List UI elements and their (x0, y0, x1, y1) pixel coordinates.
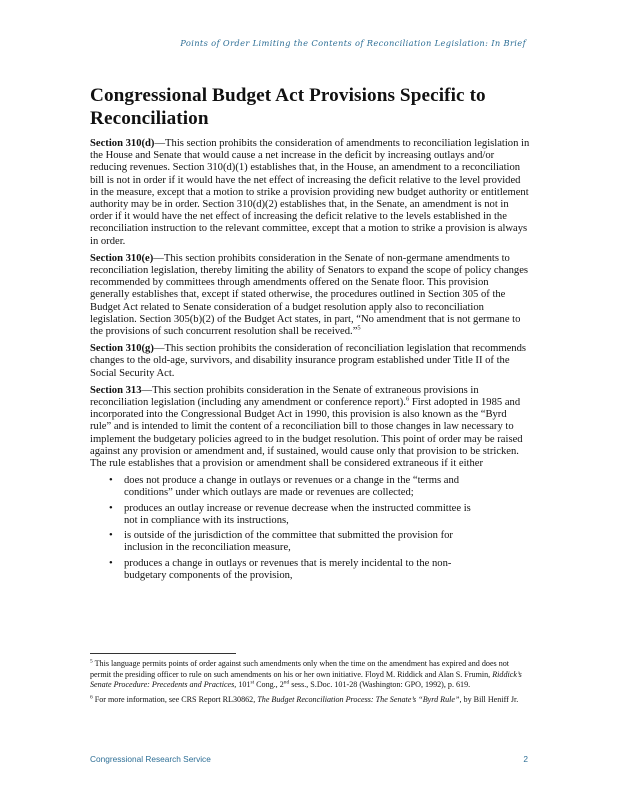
footnote-text: , by Bill Heniff Jr. (459, 694, 519, 704)
cited-title: Riddick’s Senate Procedure: Precedents and Practices (90, 669, 522, 690)
footnote-text: Cong., 2 (254, 680, 284, 690)
list-item (90, 530, 484, 554)
paragraph-text: —This section prohibits consideration in the Senate of non-germane amendments to reconciliation legislation, thereby limiting the ability of Senators to expand the scope of policy changes recommended by committees through amendments offered on the Senate floor. This provision generally establishes that, except if stated otherwise, the procedures outlined in Section 305 of the Budget Act related to Senate consideration of a budget resolution apply also to reconciliation legislation. Section 305(b)(2) of the Budget Act states, in part, “No amendment that is not germane to the provisions of such concurrent resolution shall be received.” (90, 252, 529, 338)
running-header: Points of Order Limiting the Contents of Reconciliation Legislation: In Brief (180, 38, 526, 48)
list-item-text: produces an outlay increase or revenue decrease when the instructed committee is not in compliance with its instructions, (124, 502, 471, 526)
list-item-text: produces a change in outlays or revenues that is merely incidental to the non-budgetary components of the provision, (124, 557, 452, 581)
bullet-icon: • (109, 530, 113, 542)
paragraph-section-310g (90, 343, 530, 380)
list-item (90, 503, 484, 527)
section-label: Section 310(d) (90, 138, 155, 149)
main-content (90, 84, 530, 585)
list-item-text: is outside of the jurisdiction of the committee that submitted the provision for inclusion in the reconciliation measure, (124, 530, 453, 554)
section-heading: Congressional Budget Act Provisions Specific to Reconciliation (90, 85, 486, 129)
footnote-number: 6 (90, 694, 93, 701)
footnote-text: , 101 (234, 680, 251, 690)
bullet-icon: • (109, 502, 113, 514)
footer-organization: Congressional Research Service (90, 754, 211, 764)
list-item (90, 558, 484, 582)
paragraph-text-continued: First adopted in 1985 and incorporated into the Congressional Budget Act in 1990, this provision is also known as the “Byrd rule” and is intended to limit the content of a reconciliation bill to those changes in law necessary to implement the budgetary policies agreed to in the budget resolution. This point of order may be raised against any provision or amendment and, if sustained, would cause only that provision to be stricken. The rule establishes that a provision or amendment shall be considered extraneous if it either (90, 397, 523, 470)
page-number: 2 (523, 754, 528, 764)
list-item-text: does not produce a change in outlays or revenues or a change in the “terms and conditions” under which outlays are made or revenues are collected; (124, 475, 460, 499)
list-item (90, 475, 484, 499)
bullet-icon: • (109, 557, 113, 569)
ordinal-suffix: nd (283, 679, 290, 686)
footnotes (90, 659, 530, 709)
footnote-5 (90, 659, 530, 691)
footnote-text: This language permits points of order against such amendments only when the time on the amendment has expired and does not permit the presiding officer to rule on such amendments on his or her own initiative. Floyd M. Riddick and Alan S. Frumin, (90, 659, 510, 679)
paragraph-section-310e (90, 253, 530, 338)
footnote-text: For more information, see CRS Report RL30862, (92, 694, 258, 704)
paragraph-section-313 (90, 385, 530, 470)
footnote-ref: 6 (405, 395, 410, 403)
paragraph-text: —This section prohibits consideration in the Senate of extraneous provisions in reconciliation legislation (including any amendment or conference report). (90, 384, 479, 409)
footnote-ref: 5 (357, 324, 361, 332)
footnote-divider (90, 653, 236, 654)
ordinal-suffix: st (250, 679, 255, 686)
section-label: Section 313 (90, 384, 142, 396)
section-label: Section 310(g) (90, 343, 154, 355)
paragraph-text: —This section prohibits the consideration of amendments to reconciliation legislation in the House and Senate that would cause a net increase in the deficit by increasing outlays and/or reducing revenues. Section 310(d)(1) establishes that, in the House, an amendment to a reconciliation bill is not in order if it would have the net effect of increasing the deficit relative to the level provided in the measure, except that a motion to strike a provision providing new budget authority or entitlement authority may be in order. Section 310(d)(2) establishes that, in the Senate, an amendment is not in order if it would have the net effect of increasing the deficit relative to the levels established in the reconciliation instruction to the relevant committee, except that a motion to strike a provision is always in order. (90, 138, 530, 247)
section-label: Section 310(e) (90, 252, 154, 264)
paragraph-text: —This section prohibits the consideration of reconciliation legislation that recommends changes to the old-age, survivors, and disability insurance program established under Title II of the Social Security Act. (90, 343, 527, 379)
footnote-6 (90, 695, 530, 706)
footnote-text: sess., S.Doc. 101-28 (Washington: GPO, 1992), p. 619. (289, 680, 471, 690)
extraneous-criteria-list (90, 475, 530, 582)
bullet-icon: • (109, 475, 113, 487)
paragraph-section-310d (90, 138, 530, 248)
cited-title: The Budget Reconciliation Process: The Senate’s “Byrd Rule” (257, 694, 460, 704)
footnote-number: 5 (90, 658, 93, 665)
